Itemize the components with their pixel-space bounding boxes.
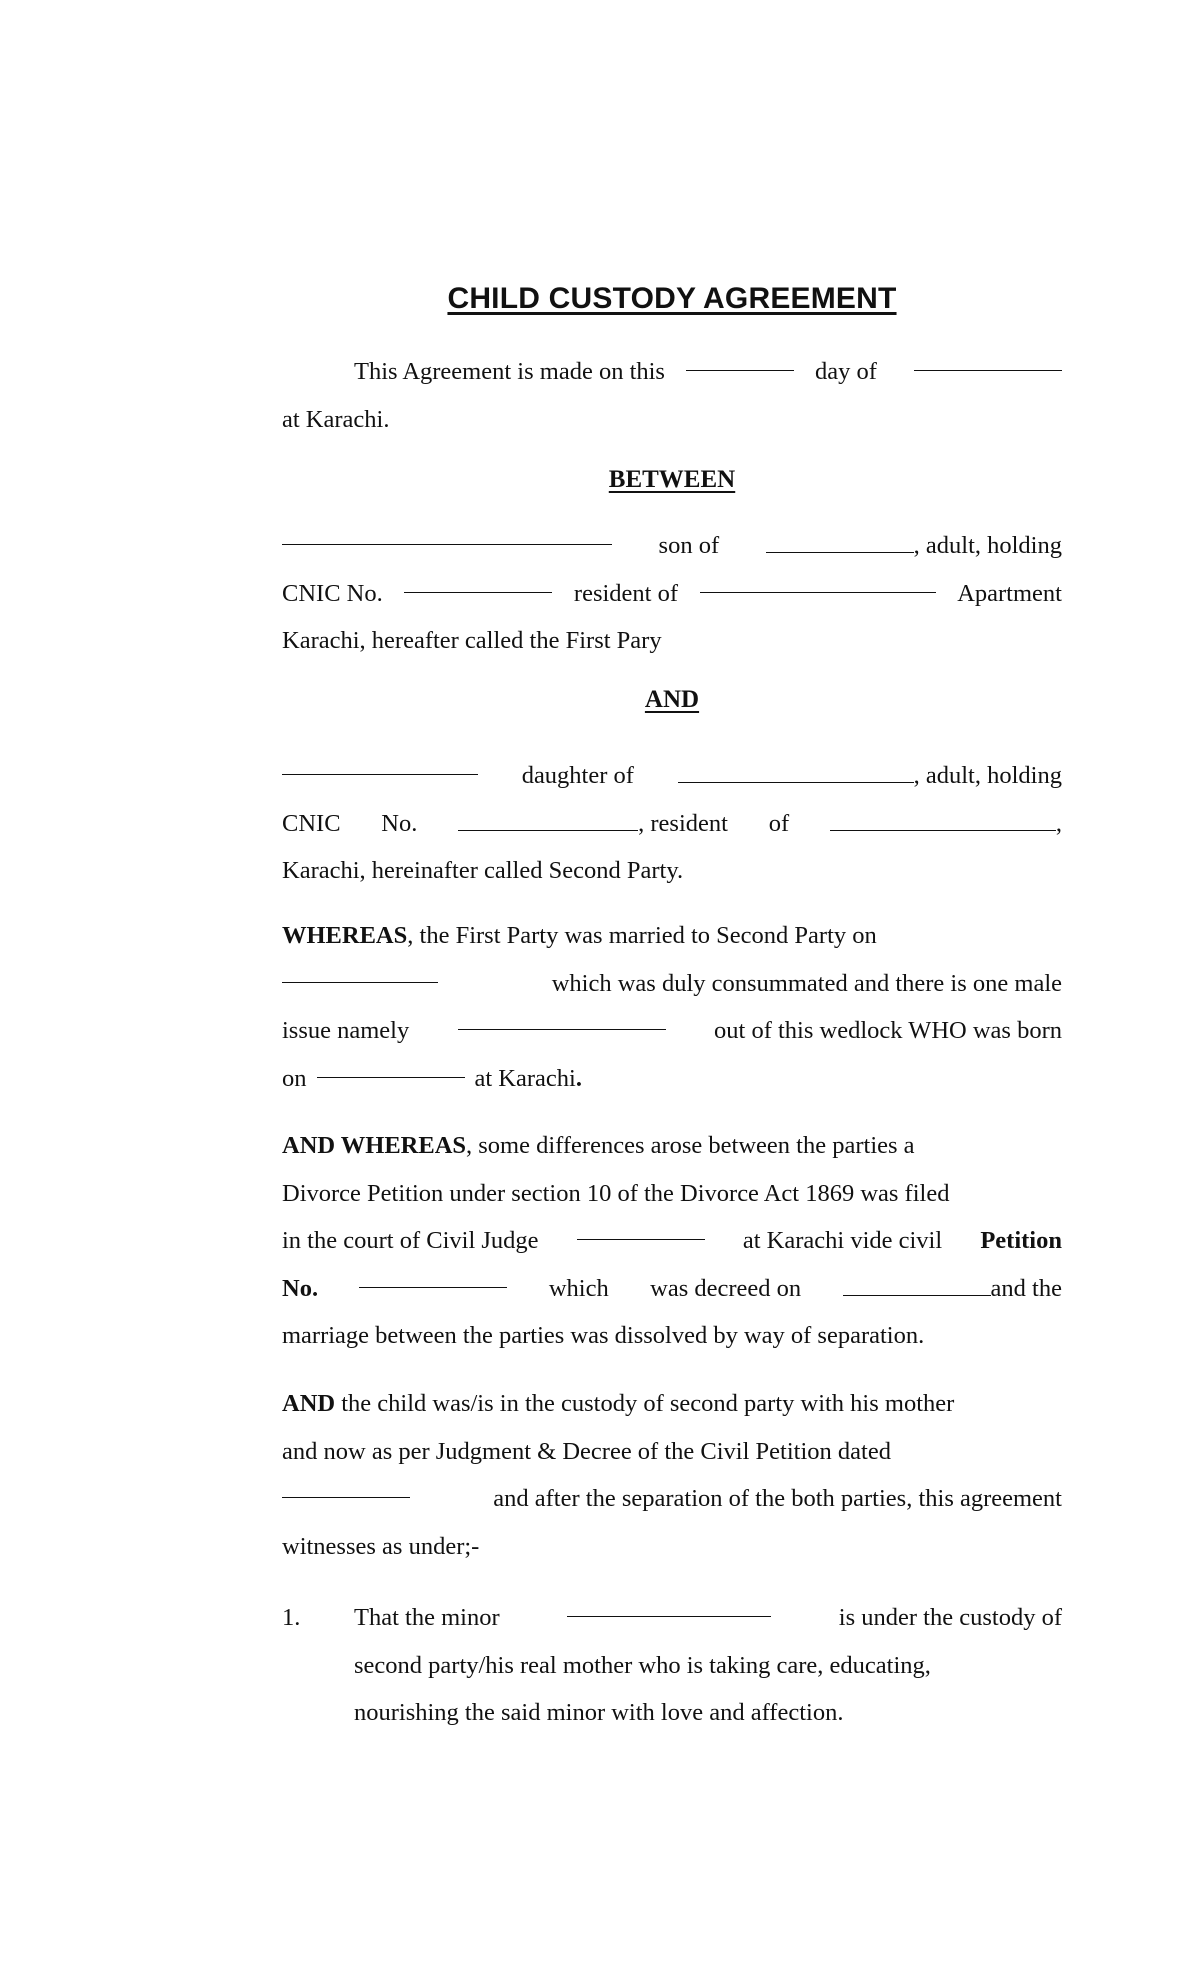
and-whereas-text-1: , some differences arose between the parties a	[466, 1132, 915, 1159]
second-party-text-5: , resident	[638, 809, 728, 837]
first-party-text-2: , adult, holding	[913, 532, 1062, 559]
whereas-text-6: at Karachi	[474, 1064, 576, 1092]
second-party-text-3: CNIC	[282, 809, 341, 837]
and-whereas-text-6: was decreed on	[650, 1274, 802, 1302]
and-whereas-bold: AND WHEREAS	[282, 1132, 467, 1159]
and-whereas-text-2: Divorce Petition under section 10 of the Divorce Act 1869 was filed	[282, 1179, 950, 1207]
petition-number-blank[interactable]	[359, 1265, 507, 1288]
intro-text-1: This Agreement is made on this	[354, 358, 665, 385]
and-whereas-text-7: and the	[990, 1274, 1062, 1302]
intro-text-3: at Karachi.	[282, 405, 390, 433]
judgment-date-blank[interactable]	[282, 1475, 410, 1498]
and-whereas-text-3: in the court of Civil Judge	[282, 1227, 539, 1254]
birth-date-blank[interactable]	[317, 1055, 465, 1078]
second-party-text-6: of	[768, 809, 790, 837]
second-party-cnic-blank[interactable]	[458, 808, 638, 831]
custody-text-3: and after the separation of the both parties, this agreement	[493, 1485, 1062, 1512]
first-party-father-blank[interactable]	[766, 530, 914, 553]
whereas-text-3: issue namely	[282, 1017, 410, 1044]
decree-date-blank[interactable]	[843, 1273, 991, 1296]
first-party-name-blank[interactable]	[282, 522, 612, 545]
intro-paragraph	[282, 348, 1062, 443]
clause-1-text-1: That the minor	[354, 1604, 500, 1631]
custody-paragraph	[282, 1380, 1062, 1570]
second-party-text-8: Karachi, hereinafter called Second Party.	[282, 857, 684, 884]
custody-bold: AND	[282, 1390, 336, 1417]
second-party-address-blank[interactable]	[830, 808, 1056, 831]
second-party-text-1: daughter of	[521, 762, 634, 789]
first-party-text-3: CNIC No.	[282, 579, 383, 607]
and-whereas-bold-3: No.	[282, 1274, 319, 1302]
custody-text-4: witnesses as under;-	[282, 1532, 480, 1560]
and-whereas-bold-2: Petition	[980, 1227, 1062, 1254]
whereas-bold: WHEREAS	[282, 922, 408, 949]
second-party-text-4: No.	[381, 809, 418, 837]
custody-text-2: and now as per Judgment & Decree of the Civil Petition dated	[282, 1437, 891, 1465]
intro-text-2: day of	[815, 358, 877, 385]
document-title: CHILD CUSTODY AGREEMENT	[447, 282, 897, 315]
and-heading: AND	[644, 686, 700, 713]
clause-1-number: 1.	[282, 1604, 301, 1631]
whereas-text-2: which was duly consummated and there is one male	[551, 969, 1062, 997]
clause-1-text-2: is under the custody of	[838, 1604, 1062, 1631]
second-party-name-blank[interactable]	[282, 752, 478, 775]
first-party-text-4: resident of	[573, 579, 679, 607]
clause-1-text-4: nourishing the said minor with love and affection.	[354, 1699, 844, 1726]
whereas-text-1: , the First Party was married to Second Party on	[407, 922, 877, 949]
second-party-text-2: , adult, holding	[913, 762, 1062, 789]
whereas-text-5: on	[282, 1064, 307, 1092]
between-heading: BETWEEN	[608, 466, 736, 493]
child-name-blank[interactable]	[458, 1007, 666, 1030]
and-whereas-text-5: which	[548, 1274, 609, 1302]
first-party-text-5: Apartment	[957, 579, 1062, 607]
whereas-text-7: .	[575, 1064, 582, 1092]
first-party-text-6: Karachi, hereafter called the First Pary	[282, 627, 662, 654]
first-party-address-blank[interactable]	[700, 570, 936, 593]
second-party-text-7: ,	[1055, 809, 1062, 837]
and-whereas-text-8: marriage between the parties was dissolved by way of separation.	[282, 1322, 925, 1349]
date-day-blank[interactable]	[686, 348, 794, 371]
whereas-paragraph	[282, 912, 1062, 1102]
second-party-paragraph	[282, 752, 1062, 895]
civil-judge-blank[interactable]	[577, 1217, 705, 1240]
first-party-paragraph	[282, 522, 1062, 665]
date-month-blank[interactable]	[914, 348, 1062, 371]
clause-1-text-3: second party/his real mother who is taking care, educating,	[354, 1651, 931, 1679]
minor-name-blank[interactable]	[567, 1594, 771, 1617]
second-party-father-blank[interactable]	[678, 760, 914, 783]
and-whereas-text-4: at Karachi vide civil	[742, 1227, 943, 1254]
and-whereas-paragraph	[282, 1122, 1062, 1360]
first-party-text-1: son of	[658, 532, 720, 559]
marriage-date-blank[interactable]	[282, 960, 438, 983]
whereas-text-4: out of this wedlock WHO was born	[714, 1017, 1062, 1044]
custody-text-1: the child was/is in the custody of second party with his mother	[335, 1390, 955, 1417]
first-party-cnic-blank[interactable]	[404, 570, 552, 593]
